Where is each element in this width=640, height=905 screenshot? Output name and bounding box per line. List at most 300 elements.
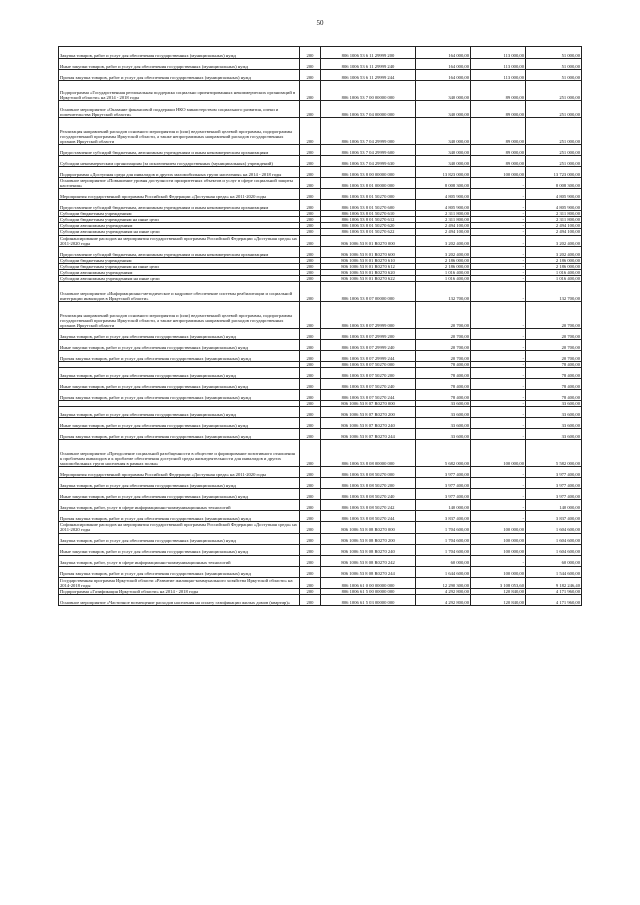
row-amount-approved: 4 805 900,00 xyxy=(416,200,471,211)
row-budget-code: 806 1006 53 8 01 R0270 612 xyxy=(321,263,416,269)
row-amount-total: 20 700,00 xyxy=(526,329,582,340)
row-budget-code: 806 1006 53 8 07 29999 000 xyxy=(321,302,416,329)
row-amount-change: - xyxy=(471,511,526,522)
row-amount-approved: 1 704 600,00 xyxy=(416,533,471,544)
row-amount-change: - xyxy=(471,211,526,217)
row-amount-total: 1 604 600,00 xyxy=(526,544,582,555)
row-budget-code: 806 1006 53 8 08 50270 242 xyxy=(321,500,416,511)
row-amount-change: 100 000,00 xyxy=(471,440,526,467)
row-budget-code: 806 1006 53 8 01 50270 620 xyxy=(321,223,416,229)
row-budget-code: 806 1006 53 8 07 R0270 200 xyxy=(321,407,416,418)
row-vr-code: 200 xyxy=(300,401,321,407)
row-name: Иные закупки товаров, работ и услуг для обеспечения государственных (муниципальных) нужд xyxy=(59,544,300,555)
row-vr-code: 200 xyxy=(300,533,321,544)
row-name: Основное мероприятие «Оказание финансовой поддержки НКО министерством социального развития, опеки и попечительства Иркутской области» xyxy=(59,101,300,118)
row-amount-approved: 2 494 100,00 xyxy=(416,229,471,235)
row-budget-code: 806 1006 53 7 04 29999 600 xyxy=(321,145,416,156)
row-amount-change: - xyxy=(471,407,526,418)
row-name: Софинансирование расходов на мероприятия государственной программы Российской Федерации «Доступная среда» на 2011-2020 годы xyxy=(59,522,300,533)
row-vr-code: 200 xyxy=(300,269,321,275)
row-amount-total: 1 604 600,00 xyxy=(526,522,582,533)
row-vr-code: 200 xyxy=(300,407,321,418)
row-amount-approved: 4 292 800,00 xyxy=(416,594,471,605)
row-amount-change: - xyxy=(471,390,526,401)
row-amount-approved: 20 700,00 xyxy=(416,329,471,340)
row-amount-total: 132 700,00 xyxy=(526,282,582,302)
row-budget-code: 806 1006 53 8 08 R0270 240 xyxy=(321,544,416,555)
row-amount-approved: 4 805 900,00 xyxy=(416,189,471,200)
table-row xyxy=(59,566,582,577)
row-name: Закупка товаров, работ, услуг в сфере информационно-коммуникационных технологий xyxy=(59,500,300,511)
row-name: Субсидии автономным учреждениям xyxy=(59,223,300,229)
row-vr-code: 200 xyxy=(300,178,321,189)
table-row xyxy=(59,544,582,555)
row-budget-code: 806 1006 61 0 00 00000 000 xyxy=(321,577,416,588)
row-amount-total: 251 000,00 xyxy=(526,156,582,167)
row-name: Субсидии автономным учреждениям на иные цели xyxy=(59,229,300,235)
row-amount-total: 2 311 800,00 xyxy=(526,211,582,217)
row-amount-approved: 1 016 400,00 xyxy=(416,276,471,282)
row-vr-code: 200 xyxy=(300,246,321,257)
row-budget-code: 806 1006 53 8 00 00000 000 xyxy=(321,167,416,178)
row-amount-total: 8 008 300,00 xyxy=(526,178,582,189)
row-vr-code: 200 xyxy=(300,588,321,594)
table-row xyxy=(59,340,582,351)
row-vr-code: 200 xyxy=(300,329,321,340)
row-amount-change: - xyxy=(471,246,526,257)
row-amount-change: 120 840,00 xyxy=(471,594,526,605)
row-vr-code: 200 xyxy=(300,81,321,101)
row-budget-code: 806 1006 53 8 01 50270 000 xyxy=(321,189,416,200)
row-amount-total: 4 171 960,00 xyxy=(526,588,582,594)
row-name: Субсидии бюджетным учреждениям на иные цели xyxy=(59,263,300,269)
row-budget-code: 806 1006 53 6 11 29999 200 xyxy=(321,47,416,59)
row-budget-code: 806 1006 53 8 08 R0270 242 xyxy=(321,555,416,566)
row-amount-total: 1 604 600,00 xyxy=(526,533,582,544)
row-amount-total: 9 182 246,40 xyxy=(526,577,582,588)
table-row xyxy=(59,329,582,340)
row-amount-total: 2 311 800,00 xyxy=(526,217,582,223)
row-budget-code: 806 1006 53 8 08 00000 000 xyxy=(321,440,416,467)
row-amount-total: 33 600,00 xyxy=(526,429,582,440)
row-vr-code: 200 xyxy=(300,511,321,522)
table-row xyxy=(59,145,582,156)
row-amount-change: - xyxy=(471,223,526,229)
row-amount-change: - xyxy=(471,257,526,263)
row-amount-total: 20 700,00 xyxy=(526,302,582,329)
row-amount-change: 120 840,00 xyxy=(471,588,526,594)
row-vr-code: 200 xyxy=(300,223,321,229)
row-amount-change: - xyxy=(471,340,526,351)
row-name: Иные закупки товаров, работ и услуг для обеспечения государственных (муниципальных) нужд xyxy=(59,489,300,500)
row-amount-change: 100 000,00 xyxy=(471,533,526,544)
table-row xyxy=(59,178,582,189)
row-name: Подпрограмма «Доступная среда для инвалидов и других маломобильных групп населения» на 2014 - 2018 годы xyxy=(59,167,300,178)
row-name: Реализация направлений расходов основного мероприятия и (или) ведомственной целевой программы, подпрограммы государственной программы Иркутской области, а также непрограммных направлений расходов государственных органов Иркутской области xyxy=(59,302,300,329)
row-budget-code: 806 1006 53 8 01 R0270 000 xyxy=(321,235,416,246)
table-row xyxy=(59,368,582,379)
row-amount-approved: 33 600,00 xyxy=(416,407,471,418)
row-vr-code: 200 xyxy=(300,47,321,59)
row-amount-total: 3 202 400,00 xyxy=(526,246,582,257)
row-budget-code: 806 1006 53 8 07 50270 000 xyxy=(321,362,416,368)
row-budget-code: 806 1006 53 6 11 29999 240 xyxy=(321,59,416,70)
row-name: Софинансирование расходов на мероприятия государственной программы Российской Федерации «Доступная среда» на 2011-2020 годы xyxy=(59,235,300,246)
row-amount-total: 251 000,00 xyxy=(526,81,582,101)
table-row xyxy=(59,59,582,70)
row-amount-change: 100 000,00 xyxy=(471,544,526,555)
row-budget-code: 806 1006 53 7 00 00000 000 xyxy=(321,81,416,101)
row-amount-approved: 140 000,00 xyxy=(416,500,471,511)
table-row xyxy=(59,47,582,59)
row-amount-approved: 132 700,00 xyxy=(416,282,471,302)
row-amount-approved: 2 311 800,00 xyxy=(416,211,471,217)
row-budget-code: 806 1006 53 6 11 29999 244 xyxy=(321,70,416,81)
row-amount-approved: 3 977 400,00 xyxy=(416,489,471,500)
row-amount-change: - xyxy=(471,368,526,379)
row-vr-code: 200 xyxy=(300,500,321,511)
row-vr-code: 200 xyxy=(300,118,321,145)
row-amount-change: - xyxy=(471,302,526,329)
row-vr-code: 200 xyxy=(300,200,321,211)
row-vr-code: 200 xyxy=(300,577,321,588)
row-vr-code: 200 xyxy=(300,478,321,489)
row-budget-code: 806 1006 53 8 07 R0270 240 xyxy=(321,418,416,429)
row-amount-approved: 20 700,00 xyxy=(416,340,471,351)
row-vr-code: 200 xyxy=(300,235,321,246)
row-amount-approved: 3 977 400,00 xyxy=(416,478,471,489)
row-vr-code: 200 xyxy=(300,379,321,390)
table-row xyxy=(59,200,582,211)
row-budget-code: 806 1006 53 8 01 50270 612 xyxy=(321,217,416,223)
row-amount-total: 78 400,00 xyxy=(526,390,582,401)
row-budget-code: 806 1006 53 8 08 50270 240 xyxy=(321,489,416,500)
row-amount-approved: 3 202 400,00 xyxy=(416,235,471,246)
row-vr-code: 200 xyxy=(300,418,321,429)
row-amount-approved: 13 823 000,00 xyxy=(416,167,471,178)
row-budget-code: 806 1006 53 8 07 50270 240 xyxy=(321,379,416,390)
row-amount-change: - xyxy=(471,467,526,478)
row-name: Основное мероприятие «Преодоление социальной разобщенности в обществе и формирование позитивного отношения к проблемам инвалидов и к проблеме обеспечения доступной среды жизнедеятельности для инвалидов и других маломобильных групп населения в рамках полка» xyxy=(59,440,300,467)
row-amount-approved: 20 700,00 xyxy=(416,351,471,362)
row-amount-total: 78 400,00 xyxy=(526,362,582,368)
table-row xyxy=(59,282,582,302)
row-name: Прочая закупка товаров, работ и услуг для обеспечения государственных (муниципальных) нужд xyxy=(59,566,300,577)
row-amount-approved: 1 016 400,00 xyxy=(416,269,471,275)
row-amount-total: 251 000,00 xyxy=(526,145,582,156)
row-vr-code: 200 xyxy=(300,390,321,401)
row-amount-total: 2 494 100,00 xyxy=(526,229,582,235)
row-name: Реализация направлений расходов основного мероприятия и (или) ведомственной целевой программы, подпрограммы государственной программы Иркутской области, а также непрограммных направлений расходов государственных органов Иркутской области xyxy=(59,118,300,145)
row-vr-code: 200 xyxy=(300,594,321,605)
row-vr-code: 200 xyxy=(300,282,321,302)
row-amount-change: - xyxy=(471,178,526,189)
row-vr-code: 200 xyxy=(300,555,321,566)
row-budget-code: 806 1006 53 8 01 R0270 620 xyxy=(321,269,416,275)
row-amount-approved: 3 837 400,00 xyxy=(416,511,471,522)
row-name: Прочая закупка товаров, работ и услуг для обеспечения государственных (муниципальных) нужд xyxy=(59,390,300,401)
row-amount-approved: 2 186 000,00 xyxy=(416,263,471,269)
row-amount-change: - xyxy=(471,351,526,362)
row-amount-total: 2 186 000,00 xyxy=(526,263,582,269)
row-amount-approved: 33 600,00 xyxy=(416,418,471,429)
row-budget-code: 806 1006 61 5 03 00000 000 xyxy=(321,594,416,605)
row-amount-change: - xyxy=(471,263,526,269)
row-amount-total: 33 600,00 xyxy=(526,407,582,418)
table-row xyxy=(59,467,582,478)
row-amount-approved: 78 400,00 xyxy=(416,368,471,379)
row-vr-code: 200 xyxy=(300,101,321,118)
row-budget-code: 806 1006 61 5 00 00000 000 xyxy=(321,588,416,594)
row-amount-change: - xyxy=(471,229,526,235)
row-amount-total: 13 723 000,00 xyxy=(526,167,582,178)
row-amount-approved: 78 400,00 xyxy=(416,379,471,390)
row-budget-code: 806 1006 53 8 08 50270 200 xyxy=(321,478,416,489)
row-amount-total: 78 400,00 xyxy=(526,379,582,390)
row-amount-total: 33 600,00 xyxy=(526,418,582,429)
table-row xyxy=(59,478,582,489)
row-amount-total: 1 016 400,00 xyxy=(526,276,582,282)
row-amount-total: 1 016 400,00 xyxy=(526,269,582,275)
row-amount-approved: 164 000,00 xyxy=(416,70,471,81)
table-row xyxy=(59,379,582,390)
table-row xyxy=(59,511,582,522)
row-name: Субсидии бюджетным учреждениям xyxy=(59,211,300,217)
row-amount-approved: 340 000,00 xyxy=(416,81,471,101)
row-amount-change: - xyxy=(471,217,526,223)
row-amount-total: 1 544 600,00 xyxy=(526,566,582,577)
row-name: Мероприятия государственной программы Российской Федерации «Доступная среда» на 2011-2020 годы xyxy=(59,189,300,200)
row-vr-code: 200 xyxy=(300,467,321,478)
row-amount-approved: 3 977 400,00 xyxy=(416,467,471,478)
row-amount-change: - xyxy=(471,489,526,500)
row-budget-code: 806 1006 53 8 01 R0270 600 xyxy=(321,246,416,257)
row-amount-change: 89 000,00 xyxy=(471,101,526,118)
row-budget-code: 806 1006 53 8 07 29999 240 xyxy=(321,340,416,351)
row-amount-approved: 164 000,00 xyxy=(416,59,471,70)
row-amount-total: 20 700,00 xyxy=(526,351,582,362)
row-amount-change: - xyxy=(471,401,526,407)
row-amount-total: 2 494 100,00 xyxy=(526,223,582,229)
table-row xyxy=(59,189,582,200)
row-amount-total: 3 202 400,00 xyxy=(526,235,582,246)
row-name: Субсидии бюджетным учреждениям на иные цели xyxy=(59,217,300,223)
row-name: Закупка товаров, работ и услуг для обеспечения государственных (муниципальных) нужд xyxy=(59,368,300,379)
row-amount-approved: 5 682 000,00 xyxy=(416,440,471,467)
budget-table xyxy=(58,46,582,606)
row-vr-code: 200 xyxy=(300,440,321,467)
row-name: Иные закупки товаров, работ и услуг для обеспечения государственных (муниципальных) нужд xyxy=(59,379,300,390)
row-amount-change: - xyxy=(471,200,526,211)
row-amount-change: - xyxy=(471,269,526,275)
row-budget-code: 806 1006 53 8 08 R0270 000 xyxy=(321,522,416,533)
row-name: Закупка товаров, работ и услуг для обеспечения государственных (муниципальных) нужд xyxy=(59,329,300,340)
row-vr-code: 200 xyxy=(300,257,321,263)
row-amount-change: - xyxy=(471,282,526,302)
table-row xyxy=(59,246,582,257)
row-budget-code: 806 1006 53 8 08 R0270 200 xyxy=(321,533,416,544)
row-amount-total: 20 700,00 xyxy=(526,340,582,351)
row-amount-approved: 8 008 300,00 xyxy=(416,178,471,189)
row-budget-code: 806 1006 53 8 01 50270 622 xyxy=(321,229,416,235)
row-vr-code: 200 xyxy=(300,217,321,223)
row-name: Подпрограмма «Государственная региональная поддержка социально ориентированных некоммерческих организаций в Иркутской области» на 2014 - 2018 годы xyxy=(59,81,300,101)
row-amount-approved: 12 290 300,00 xyxy=(416,577,471,588)
row-amount-total: 3 977 400,00 xyxy=(526,467,582,478)
row-amount-approved: 340 000,00 xyxy=(416,118,471,145)
row-amount-change: 113 000,00 xyxy=(471,59,526,70)
table-row xyxy=(59,235,582,246)
table-row xyxy=(59,489,582,500)
table-row xyxy=(59,351,582,362)
row-amount-total: 60 000,00 xyxy=(526,555,582,566)
row-name: Закупка товаров, работ и услуг для обеспечения государственных (муниципальных) нужд xyxy=(59,407,300,418)
row-name: Закупка товаров, работ, услуг в сфере информационно-коммуникационных технологий xyxy=(59,555,300,566)
table-row xyxy=(59,407,582,418)
row-budget-code: 806 1006 53 7 04 29999 000 xyxy=(321,118,416,145)
row-amount-change: 113 000,00 xyxy=(471,70,526,81)
row-budget-code: 806 1006 53 8 08 50270 244 xyxy=(321,511,416,522)
row-amount-total: 3 977 400,00 xyxy=(526,489,582,500)
table-row xyxy=(59,156,582,167)
row-amount-change: - xyxy=(471,189,526,200)
row-amount-approved: 2 494 100,00 xyxy=(416,223,471,229)
table-row xyxy=(59,70,582,81)
row-amount-total: 251 000,00 xyxy=(526,118,582,145)
table-row xyxy=(59,440,582,467)
row-amount-total: 3 977 400,00 xyxy=(526,478,582,489)
row-budget-code: 806 1006 53 8 07 29999 244 xyxy=(321,351,416,362)
row-name: Прочая закупка товаров, работ и услуг для обеспечения государственных (муниципальных) нужд xyxy=(59,351,300,362)
row-name: Закупка товаров, работ и услуг для обеспечения государственных (муниципальных) нужд xyxy=(59,533,300,544)
table-row xyxy=(59,302,582,329)
row-amount-total: 51 000,00 xyxy=(526,59,582,70)
row-vr-code: 200 xyxy=(300,189,321,200)
row-name: Основное мероприятие «Частичное возмещение расходов населения на оплату газификации жилых домов (квартир)» xyxy=(59,594,300,605)
row-name: Основное мероприятие «Повышение уровня доступности приоритетных объектов и услуг в сфере социальной защиты населения» xyxy=(59,178,300,189)
row-amount-approved: 1 704 600,00 xyxy=(416,522,471,533)
row-amount-change: - xyxy=(471,276,526,282)
row-amount-total: 3 837 400,00 xyxy=(526,511,582,522)
table-row xyxy=(59,522,582,533)
row-vr-code: 200 xyxy=(300,368,321,379)
row-name: Субсидии бюджетным учреждениям xyxy=(59,257,300,263)
table-row xyxy=(59,533,582,544)
row-budget-code: 806 1006 53 8 07 R0270 244 xyxy=(321,429,416,440)
row-vr-code: 200 xyxy=(300,302,321,329)
row-amount-change: - xyxy=(471,429,526,440)
row-name: Подпрограмма «Газификация Иркутской области» на 2014 - 2018 годы xyxy=(59,588,300,594)
row-amount-approved: 60 000,00 xyxy=(416,555,471,566)
table-row xyxy=(59,167,582,178)
row-name: Иные закупки товаров, работ и услуг для обеспечения государственных (муниципальных) нужд xyxy=(59,418,300,429)
row-vr-code: 200 xyxy=(300,351,321,362)
row-name: Иные закупки товаров, работ и услуг для обеспечения государственных (муниципальных) нужд xyxy=(59,340,300,351)
row-amount-change: 89 000,00 xyxy=(471,156,526,167)
table-row xyxy=(59,555,582,566)
row-budget-code: 806 1006 53 8 07 50270 200 xyxy=(321,368,416,379)
row-amount-approved: 33 600,00 xyxy=(416,429,471,440)
table-row xyxy=(59,101,582,118)
row-name: Предоставление субсидий бюджетным, автономным учреждениям и иным некоммерческим организациям xyxy=(59,200,300,211)
row-budget-code: 806 1006 53 7 04 00000 000 xyxy=(321,101,416,118)
row-amount-total: 2 186 000,00 xyxy=(526,257,582,263)
row-amount-approved: 2 311 800,00 xyxy=(416,217,471,223)
row-amount-approved: 3 202 400,00 xyxy=(416,246,471,257)
row-amount-total: 51 000,00 xyxy=(526,70,582,81)
row-amount-change: 89 000,00 xyxy=(471,145,526,156)
row-amount-total: 4 805 900,00 xyxy=(526,200,582,211)
row-amount-total: 4 805 900,00 xyxy=(526,189,582,200)
row-name: Субсидии автономным учреждениям xyxy=(59,269,300,275)
row-amount-total: 78 400,00 xyxy=(526,368,582,379)
row-budget-code: 806 1006 53 8 01 R0270 622 xyxy=(321,276,416,282)
row-amount-change: - xyxy=(471,235,526,246)
row-name: Предоставление субсидий бюджетным, автономным учреждениям и иным некоммерческим организациям xyxy=(59,246,300,257)
table-row xyxy=(59,390,582,401)
row-amount-change: - xyxy=(471,329,526,340)
row-vr-code: 200 xyxy=(300,70,321,81)
row-amount-approved: 78 400,00 xyxy=(416,362,471,368)
row-budget-code: 806 1006 53 8 01 50270 600 xyxy=(321,200,416,211)
row-budget-code: 806 1006 53 8 01 R0270 610 xyxy=(321,257,416,263)
row-budget-code: 806 1006 53 8 01 50270 610 xyxy=(321,211,416,217)
row-amount-change: - xyxy=(471,500,526,511)
row-vr-code: 200 xyxy=(300,145,321,156)
row-amount-approved: 164 000,00 xyxy=(416,47,471,59)
row-vr-code: 200 xyxy=(300,211,321,217)
row-vr-code: 200 xyxy=(300,544,321,555)
row-vr-code: 200 xyxy=(300,362,321,368)
row-budget-code: 806 1006 53 8 08 R0270 244 xyxy=(321,566,416,577)
row-amount-approved: 2 186 000,00 xyxy=(416,257,471,263)
row-amount-change: 100 000,00 xyxy=(471,522,526,533)
row-name: Государственная программа Иркутской области «Развитие жилищно-коммунального хозяйства Иркутской области» на 2014-2018 годы xyxy=(59,577,300,588)
row-amount-change: 113 000,00 xyxy=(471,47,526,59)
row-amount-approved: 1 704 600,00 xyxy=(416,544,471,555)
row-amount-total: 140 000,00 xyxy=(526,500,582,511)
table-row xyxy=(59,418,582,429)
row-amount-change: 89 000,00 xyxy=(471,118,526,145)
row-vr-code: 200 xyxy=(300,566,321,577)
row-budget-code: 806 1006 53 8 01 00000 000 xyxy=(321,178,416,189)
row-amount-total: 5 582 000,00 xyxy=(526,440,582,467)
row-budget-code: 806 1006 53 8 07 00000 000 xyxy=(321,282,416,302)
row-amount-approved: 4 292 800,00 xyxy=(416,588,471,594)
table-row xyxy=(59,577,582,588)
table-row xyxy=(59,594,582,605)
row-amount-change: 100 000,00 xyxy=(471,566,526,577)
row-name: Прочая закупка товаров, работ и услуг для обеспечения государственных (муниципальных) нужд xyxy=(59,70,300,81)
row-amount-approved: 33 600,00 xyxy=(416,401,471,407)
table-row xyxy=(59,118,582,145)
table-row xyxy=(59,429,582,440)
row-amount-change: - xyxy=(471,362,526,368)
row-amount-approved: 20 700,00 xyxy=(416,302,471,329)
row-amount-change: - xyxy=(471,379,526,390)
row-amount-approved: 340 000,00 xyxy=(416,101,471,118)
row-amount-change: - xyxy=(471,418,526,429)
row-name: Предоставление субсидий бюджетным, автономным учреждениям и иным некоммерческим организациям xyxy=(59,145,300,156)
row-budget-code: 806 1006 53 8 07 R0270 000 xyxy=(321,401,416,407)
row-vr-code: 200 xyxy=(300,59,321,70)
row-vr-code: 200 xyxy=(300,229,321,235)
row-amount-change: - xyxy=(471,478,526,489)
row-amount-change: - xyxy=(471,555,526,566)
row-vr-code: 200 xyxy=(300,489,321,500)
table-row xyxy=(59,81,582,101)
row-amount-total: 51 000,00 xyxy=(526,47,582,59)
